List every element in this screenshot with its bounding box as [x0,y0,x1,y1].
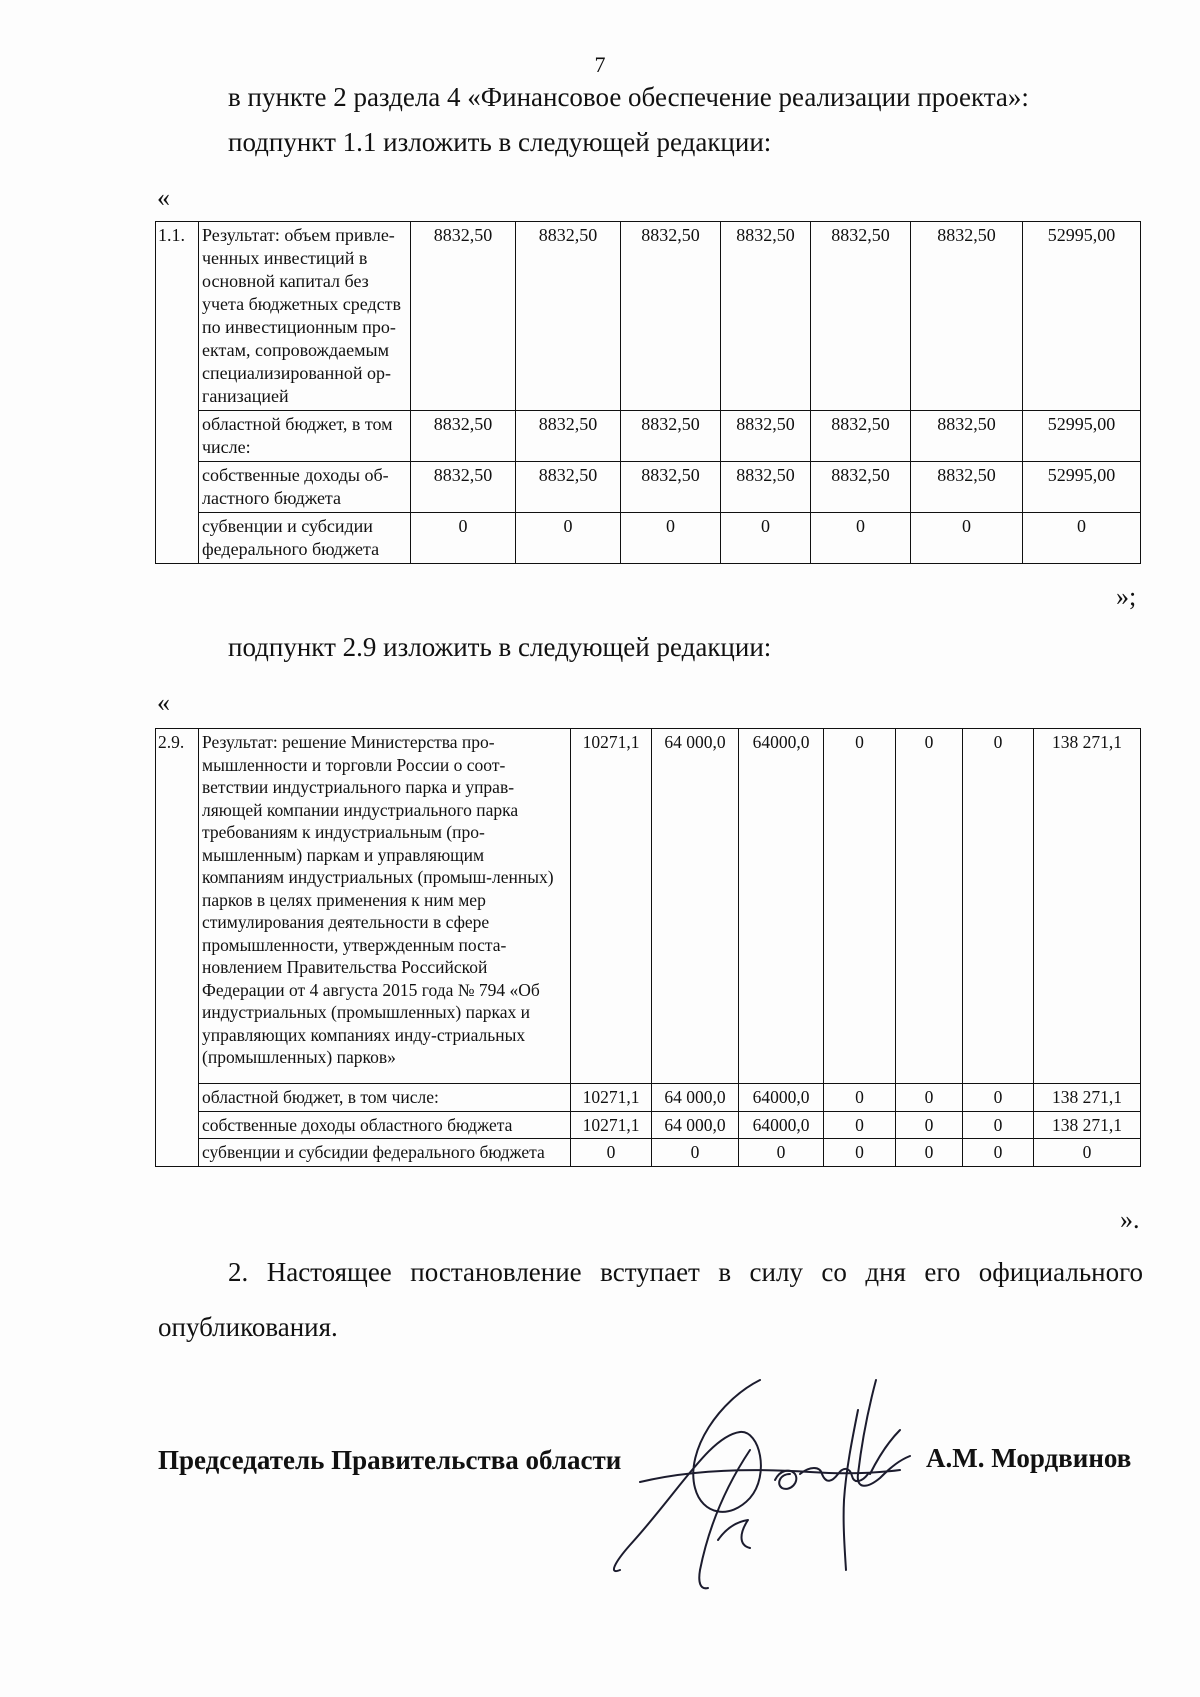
value-cell: 8832,50 [811,411,911,462]
subpoint-1-heading: подпункт 1.1 изложить в следующей редакции: [228,127,772,157]
row-label: собственные доходы областного бюджета [199,1111,571,1139]
value-cell: 8832,50 [516,222,621,411]
value-cell: 0 [963,1111,1034,1139]
value-cell: 64000,0 [739,729,824,1084]
row-label: областной бюджет, в том числе: [199,411,411,462]
row-label: субвенции и субсидии федерального бюджета [199,513,411,564]
signature-stroke [844,1410,858,1570]
value-cell: 10271,1 [571,1111,652,1139]
value-cell: 8832,50 [621,222,721,411]
value-cell: 0 [824,1111,896,1139]
value-cell: 64 000,0 [652,729,739,1084]
subpoint-2-heading: подпункт 2.9 изложить в следующей редакции: [228,632,772,662]
signature-stroke [870,1430,900,1474]
value-cell: 0 [739,1139,824,1167]
value-cell: 0 [896,1084,963,1112]
table-row [156,1139,1141,1167]
handwritten-signature [600,1370,960,1600]
value-cell: 64 000,0 [652,1084,739,1112]
table-row [156,222,1141,411]
closing-quote-1: »; [1116,582,1137,611]
value-cell: 0 [824,1139,896,1167]
value-cell: 0 [896,729,963,1084]
value-cell: 8832,50 [621,411,721,462]
row-label: Результат: решение Министерства про-мышленности и торговли России о соот-ветствии индустриального парка и управ-ляющей компании индустриального парка требованиям к индустриальным (про-мышленным) паркам и управляющим компаниям индустриальных (промыш-ленных) парков в целях применения к ним мер стимулирования деятельности в сфере промышленности, утвержденным поста-новлением Правительства Российской Федерации от 4 августа 2015 года № 794 «Об индустриальных (промышленных) парках и управляющих компаниях инду-стриальных (промышленных) парков» [199,729,571,1084]
value-cell: 0 [571,1139,652,1167]
signature-stroke [614,1380,761,1571]
value-cell: 0 [963,1084,1034,1112]
value-cell: 8832,50 [911,462,1023,513]
value-cell: 64000,0 [739,1111,824,1139]
table-row [156,1111,1141,1139]
table-row [156,1084,1141,1112]
table-row [156,729,1141,1084]
value-cell: 0 [824,729,896,1084]
value-cell: 8832,50 [411,411,516,462]
row-number: 1.1. [156,222,199,564]
value-cell: 0 [811,513,911,564]
value-cell: 10271,1 [571,729,652,1084]
value-cell: 8832,50 [811,222,911,411]
value-cell: 8832,50 [721,462,811,513]
row-number: 2.9. [156,729,199,1167]
total-cell: 0 [1023,513,1141,564]
value-cell: 8832,50 [411,222,516,411]
intro-line: в пункте 2 раздела 4 «Финансовое обеспечение реализации проекта»: [228,82,1029,112]
opening-quote-2: « [157,688,170,717]
value-cell: 64000,0 [739,1084,824,1112]
value-cell: 0 [963,1139,1034,1167]
value-cell: 8832,50 [721,411,811,462]
total-cell: 52995,00 [1023,462,1141,513]
final-paragraph: 2. Настоящее постановление вступает в силу со дня его официального опубликования. [158,1257,1143,1342]
value-cell: 0 [652,1139,739,1167]
signature-stroke [775,1471,796,1489]
value-cell: 8832,50 [516,411,621,462]
value-cell: 0 [896,1139,963,1167]
total-cell: 0 [1034,1139,1141,1167]
page-number: 7 [594,52,606,77]
signatory-name: А.М. Мордвинов [926,1443,1132,1473]
value-cell: 8832,50 [811,462,911,513]
value-cell: 8832,50 [411,462,516,513]
value-cell: 0 [516,513,621,564]
value-cell: 0 [824,1084,896,1112]
total-cell: 52995,00 [1023,411,1141,462]
signature-stroke [858,1380,910,1486]
value-cell: 8832,50 [621,462,721,513]
finance-table-1-1 [155,221,1141,564]
value-cell: 0 [621,513,721,564]
opening-quote-1: « [157,183,170,212]
value-cell: 8832,50 [911,411,1023,462]
table-row [156,513,1141,564]
value-cell: 8832,50 [516,462,621,513]
total-cell: 138 271,1 [1034,1084,1141,1112]
signature-stroke [718,1520,750,1548]
row-label: собственные доходы об-ластного бюджета [199,462,411,513]
value-cell: 0 [411,513,516,564]
signatory-title: Председатель Правительства области [158,1445,622,1475]
closing-quote-2: ». [1120,1205,1140,1234]
value-cell: 0 [896,1111,963,1139]
table-row [156,411,1141,462]
row-label: областной бюджет, в том числе: [199,1084,571,1112]
value-cell: 64 000,0 [652,1111,739,1139]
total-cell: 138 271,1 [1034,729,1141,1084]
value-cell: 0 [911,513,1023,564]
table-row [156,462,1141,513]
row-label: Результат: объем привле-ченных инвестиций в основной капитал без учета бюджетных средств по инвестиционным про-ектам, сопровождаемым специализированной ор-ганизацией [199,222,411,411]
finance-table-2-9 [155,728,1141,1167]
total-cell: 138 271,1 [1034,1111,1141,1139]
value-cell: 0 [721,513,811,564]
value-cell: 10271,1 [571,1084,652,1112]
row-label: субвенции и субсидии федерального бюджета [199,1139,571,1167]
total-cell: 52995,00 [1023,222,1141,411]
value-cell: 0 [963,729,1034,1084]
value-cell: 8832,50 [721,222,811,411]
value-cell: 8832,50 [911,222,1023,411]
